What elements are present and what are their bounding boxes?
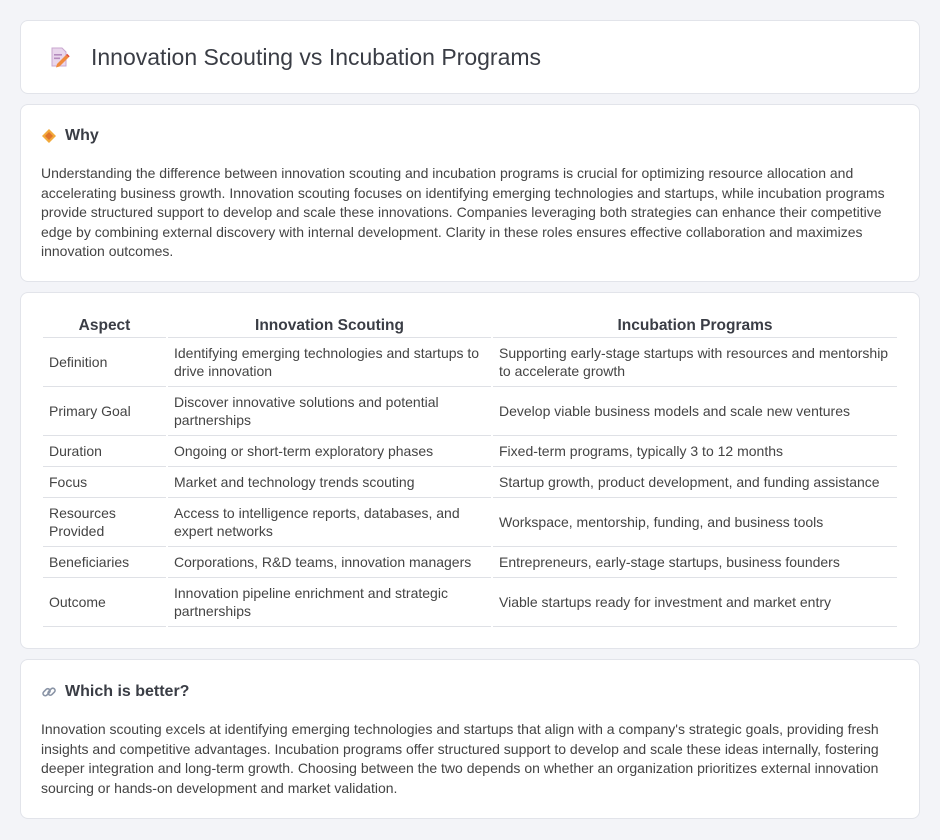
cell-incubation: Startup growth, product development, and funding assistance [493, 467, 897, 498]
table-row [43, 436, 897, 467]
why-section [20, 104, 920, 282]
cell-aspect: Definition [43, 338, 166, 387]
cell-scouting: Market and technology trends scouting [168, 467, 491, 498]
cell-incubation: Develop viable business models and scale new ventures [493, 387, 897, 436]
why-header [41, 127, 899, 145]
cell-aspect: Focus [43, 467, 166, 498]
cell-scouting: Access to intelligence reports, databases, and expert networks [168, 498, 491, 547]
better-text: Innovation scouting excels at identifying emerging technologies and startups that align with a company's strategic goals, providing fresh insights and competitive advantages. Incubation programs offer structured support to develop and scale these ideas internally, fostering deeper integration and long-term growth. Choosing between the two depends on whether an organization prioritizes external innovation sourcing or hands-on development and market validation. [41, 721, 879, 796]
cell-incubation: Viable startups ready for investment and market entry [493, 578, 897, 627]
table-row [43, 338, 897, 387]
cell-incubation: Entrepreneurs, early-stage startups, business founders [493, 547, 897, 578]
cell-incubation: Fixed-term programs, typically 3 to 12 months [493, 436, 897, 467]
document-pencil-icon [47, 45, 71, 69]
which-is-better-section [20, 659, 920, 819]
cell-scouting: Discover innovative solutions and potential partnerships [168, 387, 491, 436]
cell-aspect: Outcome [43, 578, 166, 627]
cell-scouting: Corporations, R&D teams, innovation managers [168, 547, 491, 578]
comparison-table [41, 315, 899, 627]
table-row [43, 578, 897, 627]
table-row [43, 387, 897, 436]
cell-incubation: Supporting early-stage startups with resources and mentorship to accelerate growth [493, 338, 897, 387]
header-incubation-programs: Incubation Programs [493, 315, 897, 338]
header-aspect: Aspect [43, 315, 166, 338]
table-header-row [43, 315, 897, 338]
cell-scouting: Ongoing or short-term exploratory phases [168, 436, 491, 467]
cell-aspect: Duration [43, 436, 166, 467]
comparison-section [20, 292, 920, 649]
cell-incubation: Workspace, mentorship, funding, and business tools [493, 498, 897, 547]
page-title: Innovation Scouting vs Incubation Programs [91, 43, 542, 70]
header-card [20, 20, 920, 94]
table-row [43, 467, 897, 498]
cell-scouting: Innovation pipeline enrichment and strategic partnerships [168, 578, 491, 627]
better-title: Which is better? [65, 683, 190, 700]
header-innovation-scouting: Innovation Scouting [168, 315, 491, 338]
better-header [41, 683, 899, 701]
cell-aspect: Resources Provided [43, 498, 166, 547]
why-title: Why [65, 127, 99, 144]
cell-aspect: Beneficiaries [43, 547, 166, 578]
table-row [43, 498, 897, 547]
link-icon [41, 684, 57, 700]
diamond-icon [41, 128, 57, 144]
table-row [43, 547, 897, 578]
why-text: Understanding the difference between innovation scouting and incubation programs is crucial for optimizing resource allocation and accelerating business growth. Innovation scouting focuses on identifying emerging technologies and startups, while incubation programs provide structured support to develop and scale these innovations. Companies leveraging both strategies can enhance their competitive edge by combining external discovery with internal development. Clarity in these roles ensures effective collaboration and maximizes innovation outcomes. [41, 165, 885, 259]
cell-aspect: Primary Goal [43, 387, 166, 436]
cell-scouting: Identifying emerging technologies and startups to drive innovation [168, 338, 491, 387]
